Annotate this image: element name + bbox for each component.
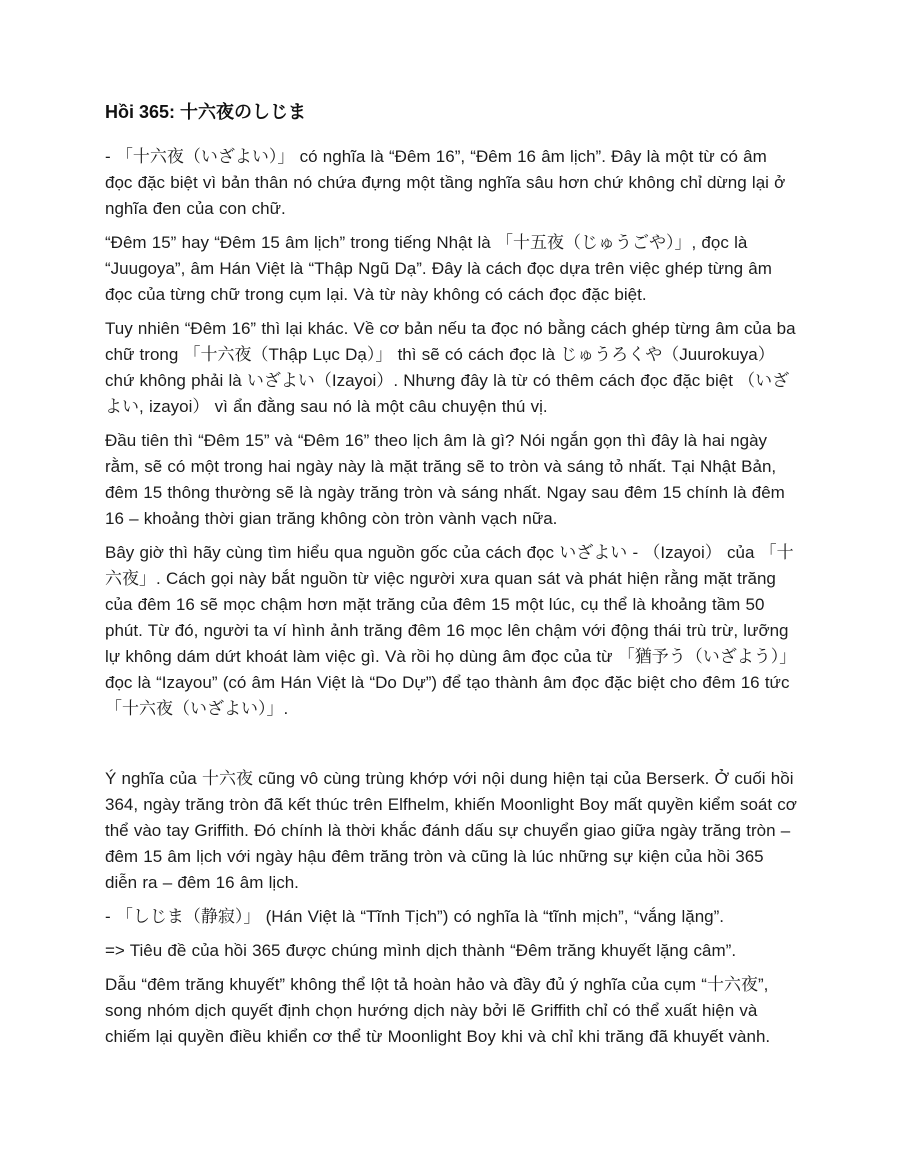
paragraph-translation-rationale: Dẫu “đêm trăng khuyết” không thể lột tả hoàn hảo và đầy đủ ý nghĩa của cụm “十六夜”, song nhóm dịch quyết định chọn hướng dịch này bởi lẽ Griffith chỉ có thể xuất hiện và chiếm lại quyền điều khiển cơ thể từ Moonlight Boy khi và chỉ khi trăng đã khuyết vành. <box>105 975 771 1046</box>
paragraph-berserk-connection: Ý nghĩa của 十六夜 cũng vô cùng trùng khớp với nội dung hiện tại của Berserk. Ở cuối hồi 364, ngày trăng tròn đã kết thúc trên Elfhelm, khiến Moonlight Boy mất quyền kiểm soát cơ thể vào tay Griffith. Đó chính là thời khắc đánh dấu sự chuyển giao giữa ngày trăng tròn – đêm 15 âm lịch với ngày hậu đêm trăng tròn và cũng là lúc những sự kiện của hồi 365 diễn ra – đêm 16 âm lịch. <box>105 769 797 892</box>
paragraph-translated-title: => Tiêu đề của hồi 365 được chúng mình dịch thành “Đêm trăng khuyết lặng câm”. <box>105 941 737 960</box>
paragraph-shijima-meaning: - 「しじま（静寂）」 (Hán Việt là “Tĩnh Tịch”) có nghĩa là “tĩnh mịch”, “vắng lặng”. <box>105 907 725 926</box>
paragraph-izayoi-meaning: - 「十六夜（いざよい）」 có nghĩa là “Đêm 16”, “Đêm 16 âm lịch”. Đây là một từ có âm đọc đặc biệt vì bản thân nó chứa đựng một tầng nghĩa sâu hơn chứ không chỉ dừng lại ở nghĩa đen của con chữ. <box>105 147 786 218</box>
chapter-label: Hồi 365: <box>105 102 176 122</box>
chapter-japanese-title: 十六夜のしじま <box>180 102 307 122</box>
paragraph-lunar-calendar: Đầu tiên thì “Đêm 15” và “Đêm 16” theo lịch âm là gì? Nói ngắn gọn thì đây là hai ngày rằm, sẽ có một trong hai ngày này là mặt trăng sẽ to tròn và sáng tỏ nhất. Tại Nhật Bản, đêm 15 thông thường sẽ là ngày trăng tròn và sáng nhất. Ngay sau đêm 15 chính là đêm 16 – khoảng thời gian trăng không còn tròn vành vạch nữa. <box>105 431 785 528</box>
paragraph-night16-reading: Tuy nhiên “Đêm 16” thì lại khác. Về cơ bản nếu ta đọc nó bằng cách ghép từng âm của ba chữ trong 「十六夜（Thập Lục Dạ）」 thì sẽ có cách đọc là じゅうろくや（Juurokuya） chứ không phải là いざよい（Izayoi）. Nhưng đây là từ có thêm cách đọc đặc biệt （いざよい, izayoi） vì ẩn đằng sau nó là một câu chuyện thú vị. <box>105 319 796 416</box>
paragraph-juugoya: “Đêm 15” hay “Đêm 15 âm lịch” trong tiếng Nhật là 「十五夜（じゅうごや）」, đọc là “Juugoya”, âm Hán Việt là “Thập Ngũ Dạ”. Đây là cách đọc dựa trên việc ghép từng âm đọc của từng chữ trong cụm lại. Và từ này không có cách đọc đặc biệt. <box>105 233 772 304</box>
page-title <box>105 100 797 124</box>
paragraph-izayoi-origin: Bây giờ thì hãy cùng tìm hiểu qua nguồn gốc của cách đọc いざよい - （Izayoi） của 「十六夜」. Cách gọi này bắt nguồn từ việc người xưa quan sát và phát hiện rằng mặt trăng của đêm 16 sẽ mọc chậm hơn mặt trăng của đêm 15 một lúc, cụ thể là khoảng tầm 50 phút. Từ đó, người ta ví hình ảnh trăng đêm 16 mọc lên chậm với động thái trù trừ, lưỡng lự không dám dứt khoát làm việc gì. Và rồi họ dùng âm đọc của từ 「猶予う（いざよう）」 đọc là “Izayou” (có âm Hán Việt là “Do Dự”) để tạo thành âm đọc đặc biệt cho đêm 16 tức 「十六夜（いざよい）」. <box>105 543 797 718</box>
